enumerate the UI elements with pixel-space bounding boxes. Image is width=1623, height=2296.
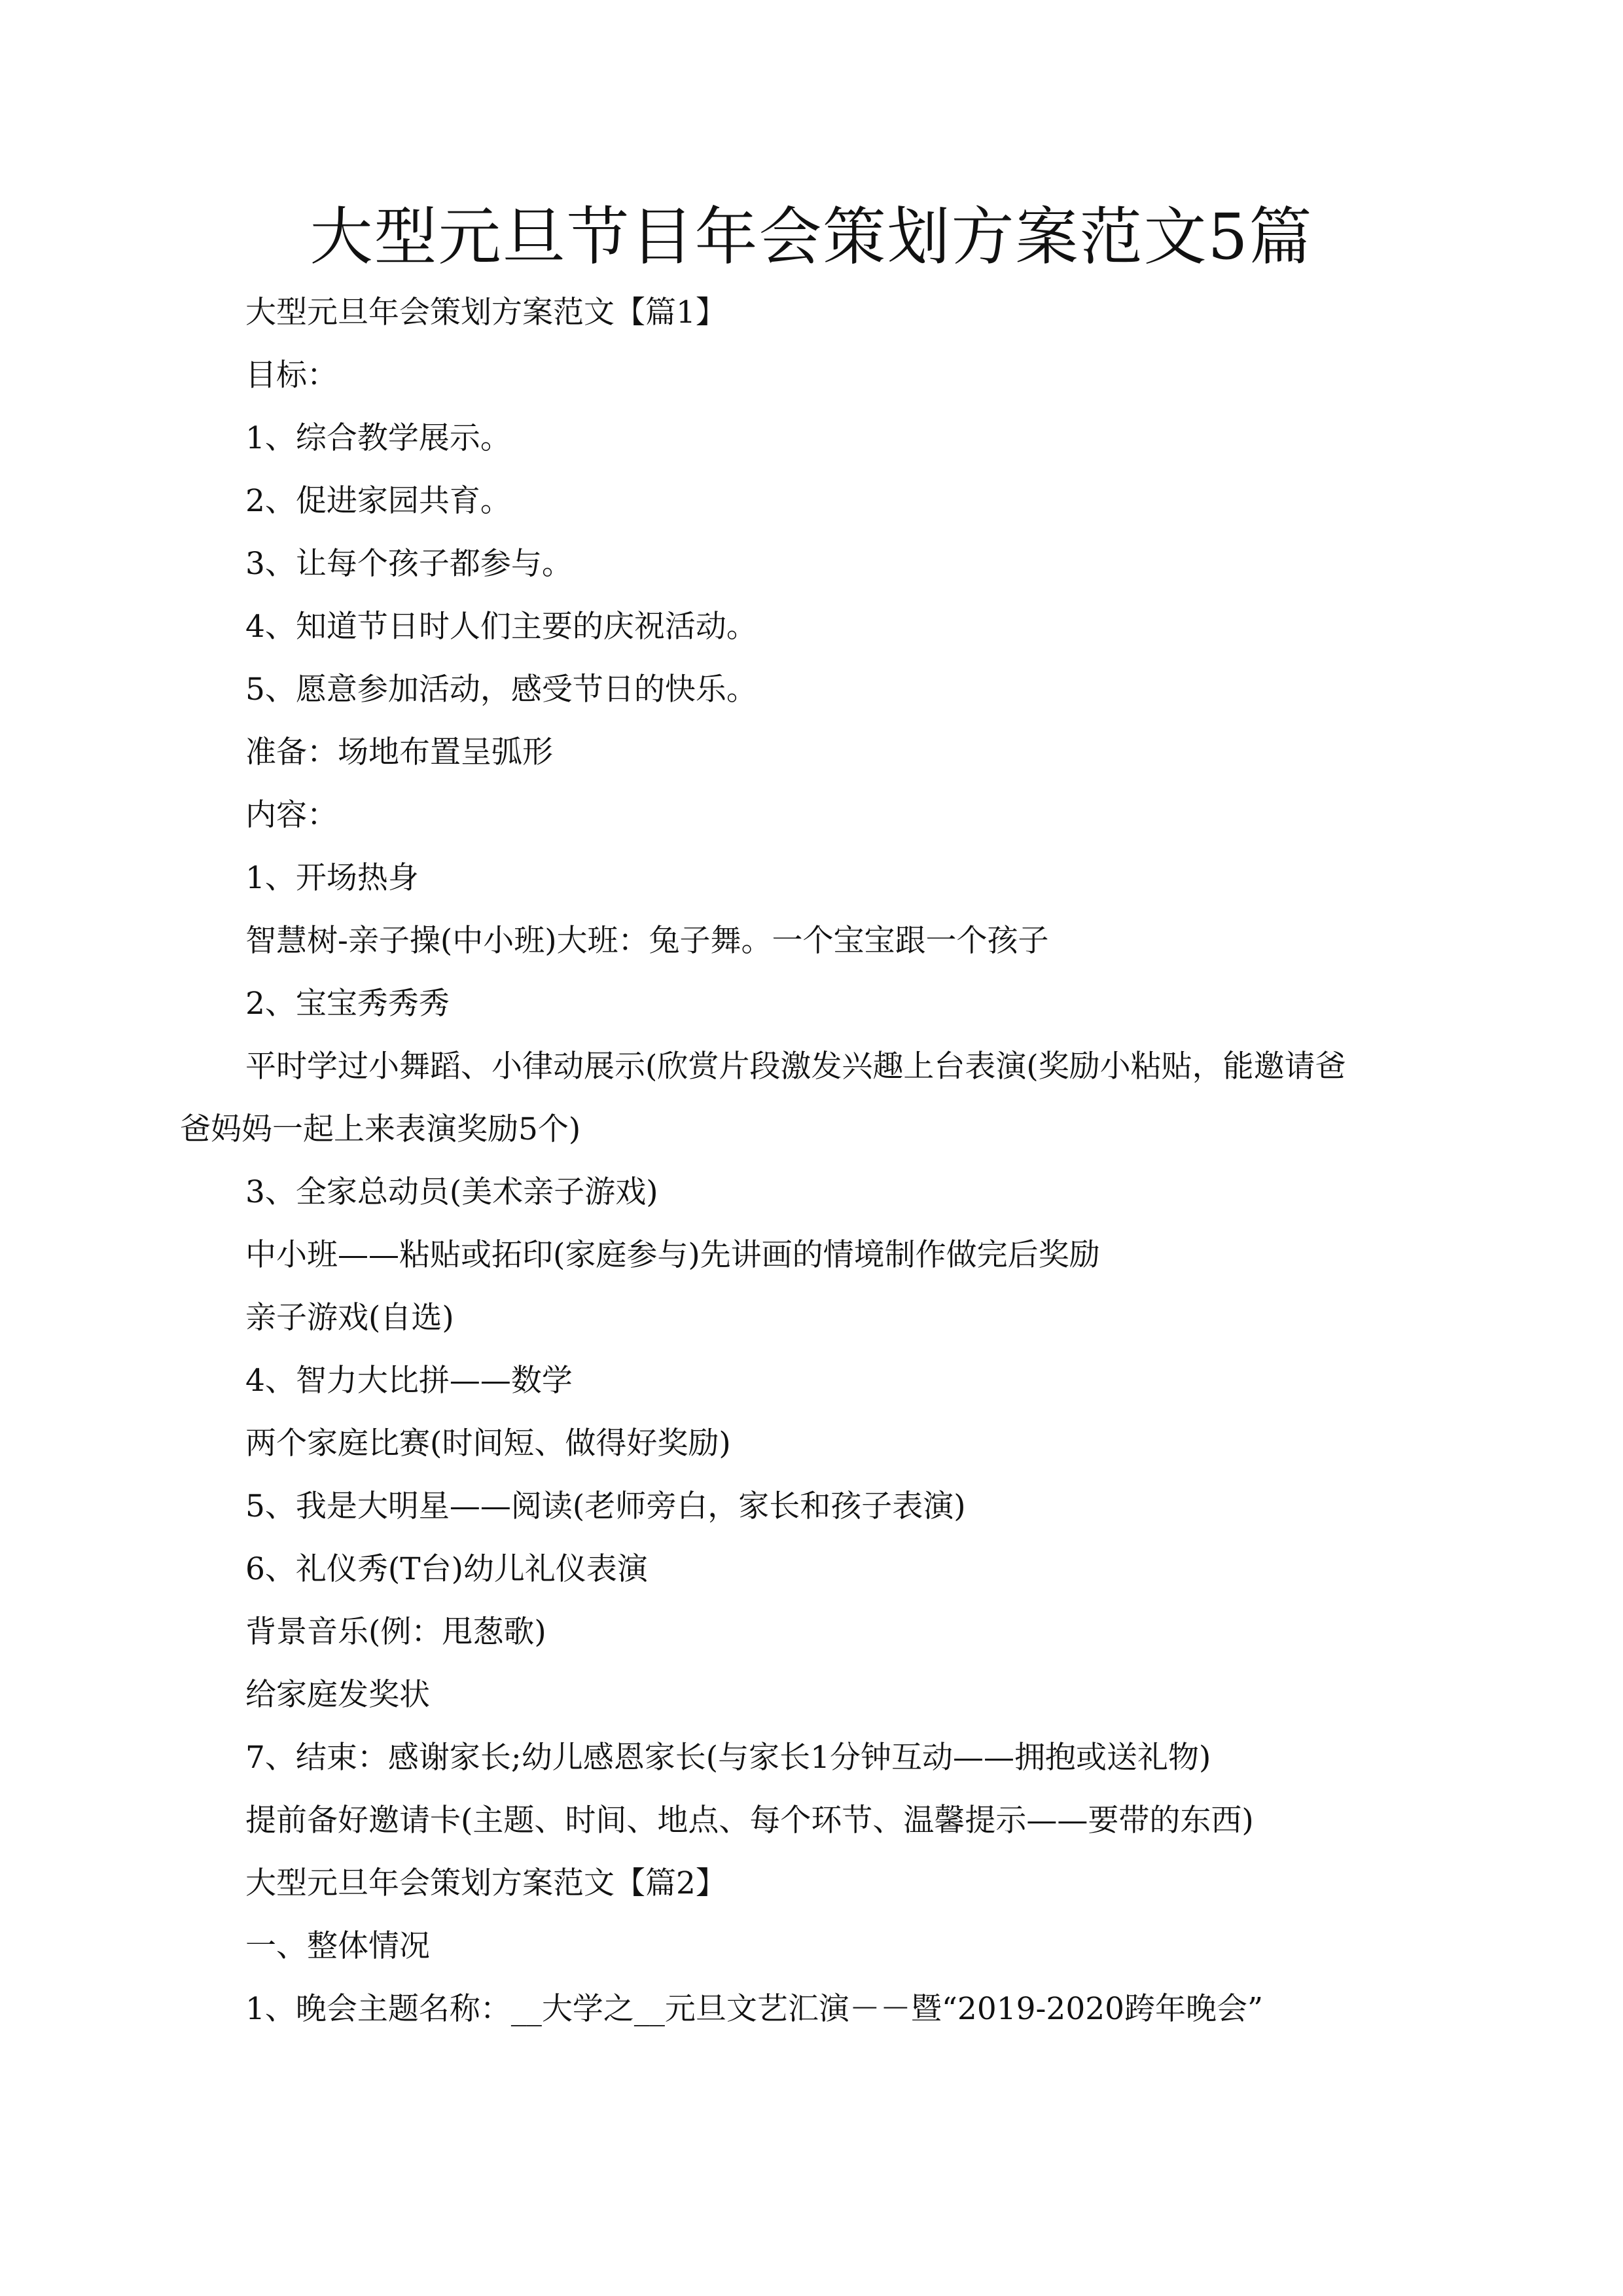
paragraph: 提前备好邀请卡(主题、时间、地点、每个环节、温馨提示——要带的东西)	[245, 1803, 1254, 1839]
list-item: 3、让每个孩子都参与。	[245, 546, 573, 582]
paragraph: 智慧树-亲子操(中小班)大班：兔子舞。一个宝宝跟一个孩子	[245, 923, 1049, 959]
list-item: 1、开场热身	[245, 860, 419, 896]
paragraph: 两个家庭比赛(时间短、做得好奖励)	[245, 1426, 731, 1462]
list-item: 5、愿意参加活动，感受节日的快乐。	[245, 672, 757, 708]
list-item: 1、晚会主题名称：__大学之__元旦文艺汇演－－暨“2019-2020跨年晚会”	[245, 1991, 1264, 2027]
paragraph: 中小班——粘贴或拓印(家庭参与)先讲画的情境制作做完后奖励	[245, 1237, 1100, 1273]
list-item: 3、全家总动员(美术亲子游戏)	[245, 1174, 658, 1210]
document-title: 大型元旦节目年会策划方案范文5篇	[310, 200, 1313, 274]
section-heading: 大型元旦年会策划方案范文【篇2】	[245, 1865, 726, 1901]
paragraph: 准备：场地布置呈弧形	[245, 734, 553, 770]
list-item: 2、宝宝秀秀秀	[245, 986, 450, 1022]
paragraph: 内容：	[245, 797, 338, 833]
list-item: 1、综合教学展示。	[245, 420, 511, 456]
list-item: 7、结束：感谢家长;幼儿感恩家长(与家长1分钟互动——拥抱或送礼物)	[245, 1740, 1211, 1776]
paragraph: 给家庭发奖状	[245, 1677, 430, 1713]
paragraph: 一、整体情况	[245, 1928, 430, 1964]
section-heading: 大型元旦年会策划方案范文【篇1】	[245, 295, 726, 331]
list-item: 2、促进家园共育。	[245, 483, 511, 519]
list-item: 6、礼仪秀(T台)幼儿礼仪表演	[245, 1551, 648, 1587]
paragraph: 平时学过小舞蹈、小律动展示(欣赏片段激发兴趣上台表演(奖励小粘贴，能邀请爸爸妈妈一起上来表演奖励5个)	[180, 1049, 1346, 1147]
list-item: 5、我是大明星——阅读(老师旁白，家长和孩子表演)	[245, 1488, 966, 1524]
document-body	[180, 281, 1384, 2041]
paragraph: 背景音乐(例：甩葱歌)	[245, 1614, 546, 1650]
list-item: 4、知道节日时人们主要的庆祝活动。	[245, 609, 757, 645]
paragraph: 亲子游戏(自选)	[245, 1300, 454, 1336]
paragraph: 目标：	[245, 357, 338, 393]
list-item: 4、智力大比拼——数学	[245, 1363, 573, 1399]
